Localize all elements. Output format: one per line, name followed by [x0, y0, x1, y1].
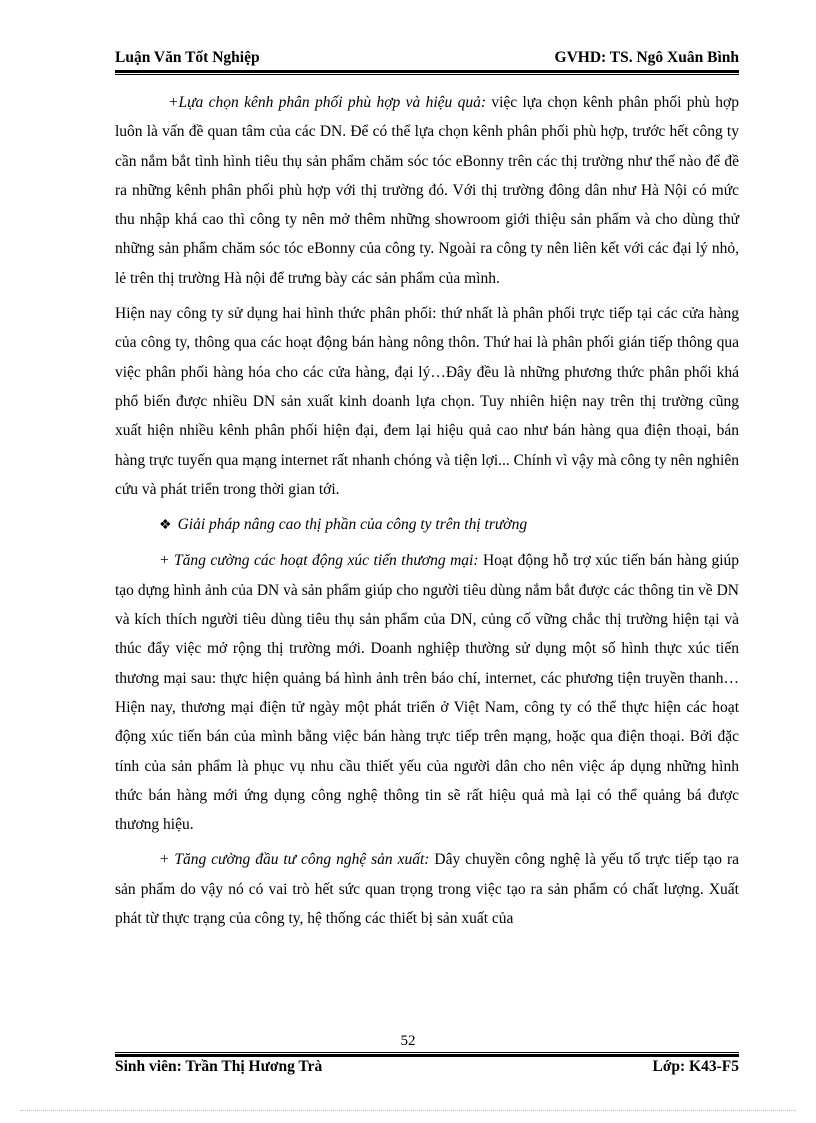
header-rule-thin — [115, 74, 739, 75]
paragraph-text: Hoạt động hỗ trợ xúc tiến bán hàng giúp tạo dựng hình ảnh của DN và sản phẩm giúp cho người tiêu dùng nắm bắt được các thông tin về DN và kích thích người tiêu dùng tiêu thụ sản phẩm của DN, củng cố vững chắc thị trường hiện tại và thúc đẩy việc mở rộng thị trường mới. Doanh nghiệp thường sử dụng một số hình thực xúc tiến thương mại sau: thực hiện quảng bá hình ảnh trên báo chí, internet, các phương tiện truyền thanh…Hiện nay, thương mại điện tử ngày một phát triển ở Việt Nam, công ty có thể thực hiện các hoạt động xúc tiến bán của mình bằng việc bán hàng trực tiếp trên mạng, hoặc qua điện thoại. Bởi đặc tính của sản phẩm là phục vụ nhu cầu thiết yếu của người dân cho nên việc áp dụng những hình thức bán hàng mới ứng dụng công nghệ thông tin sẽ rất hiệu quả mà lại có thể quảng bá được thương hiệu. — [115, 552, 739, 834]
paragraph-trade-promotion — [115, 546, 739, 839]
paragraph-current-distribution: Hiện nay công ty sử dụng hai hình thức phân phối: thứ nhất là phân phối trực tiếp tại các cửa hàng của công ty, thông qua các hoạt động bán hàng nông thôn. Thứ hai là phân phối gián tiếp thông qua việc phân phối hàng hóa cho các cửa hàng, đại lý…Đây đều là những phương thức phân phối khá phổ biến được nhiều DN sản xuất kinh doanh lựa chọn. Tuy nhiên hiện nay trên thị trường cũng xuất hiện nhiều kênh phân phối hiện đại, đem lại hiệu quả cao như bán hàng qua điện thoại, bán hàng trực tuyến qua mạng internet rất nhanh chóng và tiện lợi... Chính vì vậy mà công ty nên nghiên cứu và phát triển trong thời gian tới. — [115, 305, 739, 498]
paragraph-lead: + Tăng cường các hoạt động xúc tiến thương mại: — [159, 552, 479, 570]
header-rule-thick — [115, 70, 739, 73]
footer-student-name: Sinh viên: Trần Thị Hương Trà — [115, 1058, 323, 1075]
page-boundary-line — [20, 1110, 796, 1111]
paragraph-lead: + Tăng cường đầu tư công nghệ sản xuất: — [159, 851, 430, 869]
header-thesis-title: Luận Văn Tốt Nghiệp — [115, 49, 260, 66]
page-number: 52 — [400, 1033, 416, 1049]
footer-class: Lớp: K43-F5 — [652, 1058, 739, 1075]
paragraph-lead: +Lựa chọn kênh phân phối phù hợp và hiệu quả: — [168, 94, 487, 111]
paragraph-text: việc lựa chọn kênh phân phối phù hợp luôn là vấn đề quan tâm của các DN. Để có thể lựa chọn kênh phân phối phù hợp, trước hết công ty cần nắm bắt tình hình tiêu thụ sản phẩm chăm sóc tóc eBonny trên các thị trường như thế nào để đề ra những kênh phân phối phù hợp với thị trường đó. Với thị trường đông dân như Hà Nội có mức thu nhập khá cao thì công ty nên mở thêm những showroom giới thiệu sản phẩm và cho dùng thử những sản phẩm chăm sóc tóc eBonny của công ty. Ngoài ra công ty nên liên kết với các đại lý nhỏ, lẻ trên thị trường Hà nội để trưng bày các sản phẩm của mình. — [115, 94, 740, 287]
footer-rule-thin — [115, 1052, 739, 1053]
section-heading-market-share — [115, 510, 739, 540]
paragraph-text: Dây chuyền công nghệ là yếu tố trực tiếp tạo ra sản phẩm do vậy nó có vai trò hết sức quan trọng trong việc tạo ra sản phẩm có chất lượng. Xuất phát từ thực trạng của công ty, hệ thống các thiết bị sản xuất của — [115, 851, 739, 928]
diamond-bullet-icon: ❖ — [159, 518, 172, 534]
page-body — [115, 88, 739, 939]
paragraph-distribution-channel — [115, 88, 739, 293]
paragraph-technology-investment — [115, 845, 739, 933]
page-footer — [115, 1056, 739, 1082]
header-supervisor: GVHD: TS. Ngô Xuân Bình — [554, 49, 739, 66]
section-heading-text: Giải pháp nâng cao thị phần của công ty trên thị trường — [177, 516, 528, 534]
